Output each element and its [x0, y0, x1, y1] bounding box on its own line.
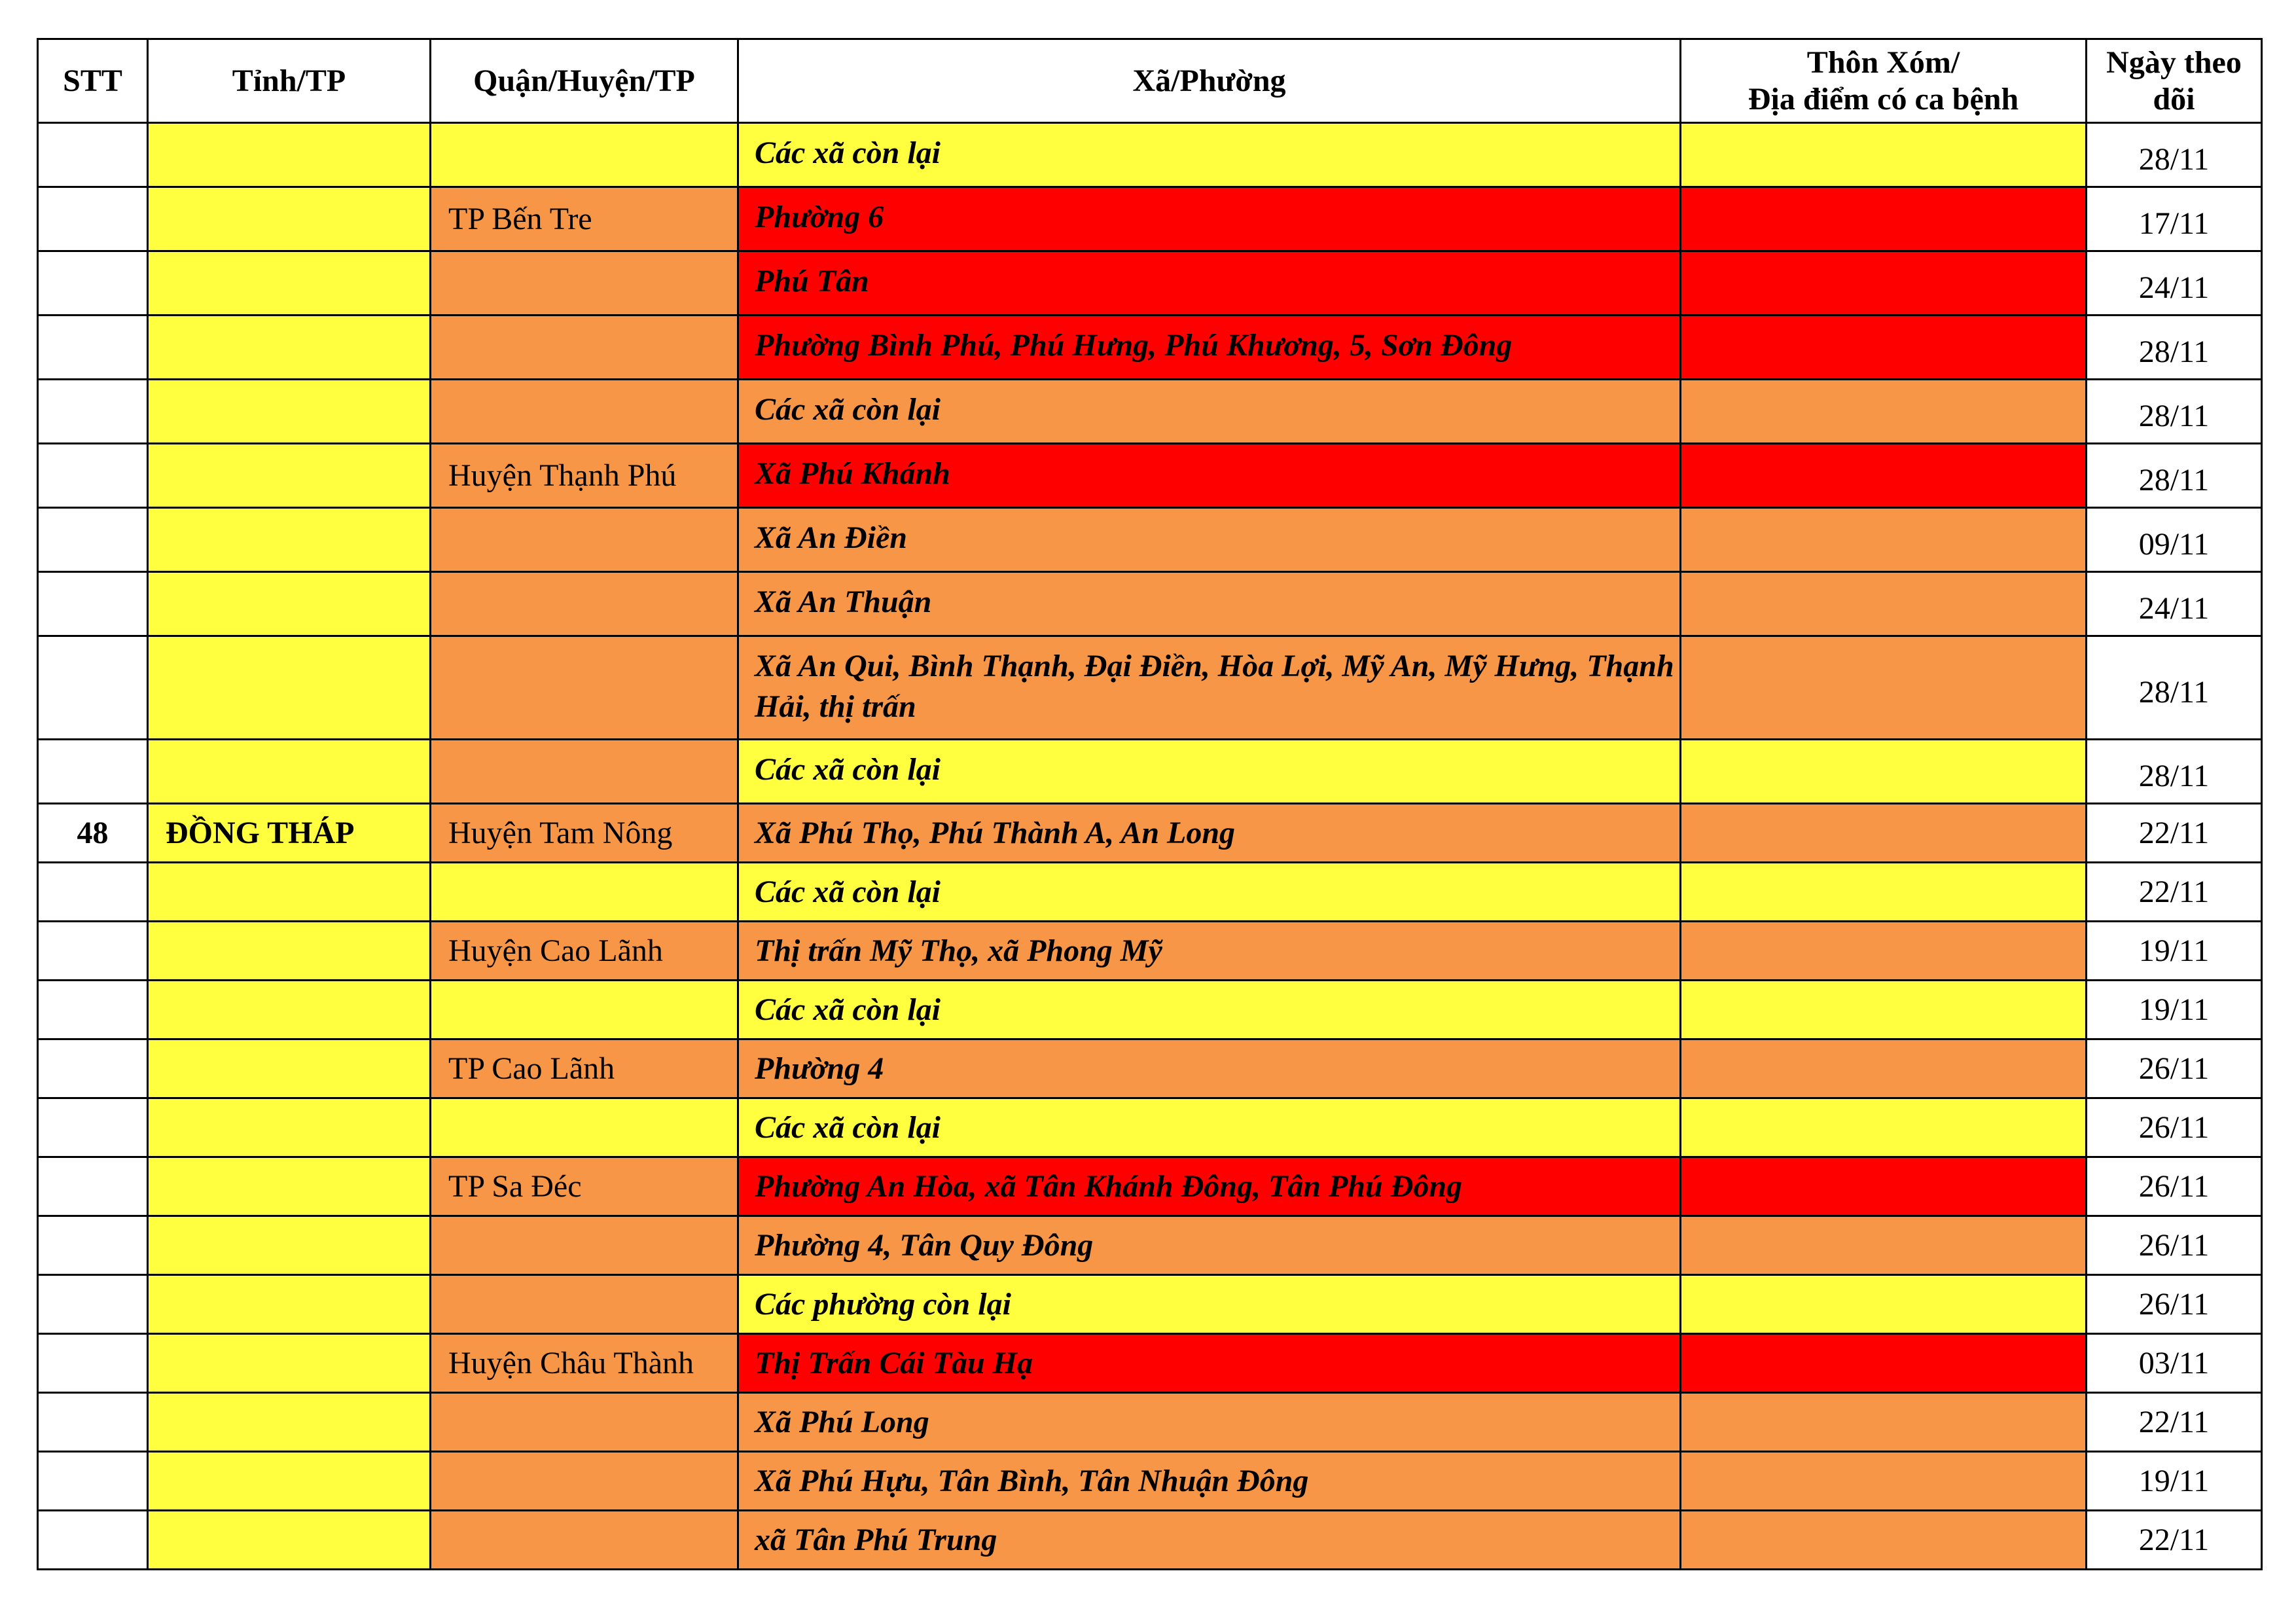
covid-zone-table	[37, 38, 2263, 1570]
cell-date: 17/11	[2087, 187, 2262, 251]
cell-ward: Xã Phú Hựu, Tân Bình, Tân Nhuận Đông	[738, 1452, 1681, 1511]
cell-stt	[38, 380, 148, 444]
table-row	[38, 508, 2262, 572]
header-thon: Thôn Xóm/ Địa điểm có ca bệnh	[1681, 39, 2087, 123]
cell-province	[148, 316, 431, 380]
cell-stt	[38, 187, 148, 251]
table-row	[38, 1216, 2262, 1275]
cell-stt	[38, 508, 148, 572]
cell-province	[148, 1393, 431, 1452]
cell-province	[148, 572, 431, 636]
table-row	[38, 1511, 2262, 1570]
cell-stt	[38, 1216, 148, 1275]
cell-province	[148, 1098, 431, 1157]
table-row	[38, 804, 2262, 863]
cell-hamlet	[1681, 981, 2087, 1039]
cell-ward: Phường 4	[738, 1039, 1681, 1098]
cell-date: 22/11	[2087, 1393, 2262, 1452]
table-row	[38, 636, 2262, 740]
cell-stt	[38, 863, 148, 922]
cell-stt: 48	[38, 804, 148, 863]
cell-province	[148, 187, 431, 251]
cell-district	[431, 1216, 738, 1275]
header-tinh: Tỉnh/TP	[148, 39, 431, 123]
cell-province	[148, 1511, 431, 1570]
cell-province	[148, 1039, 431, 1098]
cell-date: 28/11	[2087, 123, 2262, 187]
cell-province	[148, 1275, 431, 1334]
cell-district	[431, 380, 738, 444]
cell-district	[431, 1511, 738, 1570]
cell-hamlet	[1681, 1334, 2087, 1393]
cell-province	[148, 922, 431, 981]
cell-hamlet	[1681, 1039, 2087, 1098]
cell-date: 19/11	[2087, 1452, 2262, 1511]
cell-district	[431, 572, 738, 636]
cell-date: 24/11	[2087, 572, 2262, 636]
cell-province	[148, 863, 431, 922]
cell-district	[431, 636, 738, 740]
cell-date: 24/11	[2087, 251, 2262, 316]
cell-date: 28/11	[2087, 740, 2262, 804]
cell-stt	[38, 572, 148, 636]
table-row	[38, 1039, 2262, 1098]
cell-ward: Phường 6	[738, 187, 1681, 251]
cell-date: 19/11	[2087, 922, 2262, 981]
cell-district	[431, 863, 738, 922]
cell-district: Huyện Thạnh Phú	[431, 444, 738, 508]
cell-ward: Phường Bình Phú, Phú Hưng, Phú Khương, 5, Sơn Đông	[738, 316, 1681, 380]
cell-ward: Các phường còn lại	[738, 1275, 1681, 1334]
cell-stt	[38, 636, 148, 740]
table-row	[38, 444, 2262, 508]
cell-stt	[38, 1393, 148, 1452]
cell-date: 09/11	[2087, 508, 2262, 572]
cell-ward: Xã Phú Thọ, Phú Thành A, An Long	[738, 804, 1681, 863]
cell-date: 28/11	[2087, 444, 2262, 508]
cell-ward: Phường 4, Tân Quy Đông	[738, 1216, 1681, 1275]
table-row	[38, 316, 2262, 380]
cell-hamlet	[1681, 863, 2087, 922]
cell-ward: Xã An Qui, Bình Thạnh, Đại Điền, Hòa Lợi, Mỹ An, Mỹ Hưng, Thạnh Hải, thị trấn	[738, 636, 1681, 740]
cell-hamlet	[1681, 922, 2087, 981]
cell-hamlet	[1681, 316, 2087, 380]
cell-stt	[38, 740, 148, 804]
cell-ward: xã Tân Phú Trung	[738, 1511, 1681, 1570]
cell-hamlet	[1681, 1393, 2087, 1452]
cell-stt	[38, 1275, 148, 1334]
cell-hamlet	[1681, 1098, 2087, 1157]
cell-stt	[38, 251, 148, 316]
cell-district	[431, 1393, 738, 1452]
cell-district	[431, 1275, 738, 1334]
cell-stt	[38, 981, 148, 1039]
cell-hamlet	[1681, 123, 2087, 187]
cell-province	[148, 1334, 431, 1393]
cell-stt	[38, 1334, 148, 1393]
cell-district	[431, 740, 738, 804]
table-row	[38, 251, 2262, 316]
cell-district	[431, 981, 738, 1039]
cell-hamlet	[1681, 1275, 2087, 1334]
cell-ward: Phường An Hòa, xã Tân Khánh Đông, Tân Phú Đông	[738, 1157, 1681, 1216]
cell-date: 22/11	[2087, 804, 2262, 863]
cell-hamlet	[1681, 187, 2087, 251]
cell-date: 28/11	[2087, 316, 2262, 380]
cell-stt	[38, 1098, 148, 1157]
cell-stt	[38, 1039, 148, 1098]
table-row	[38, 1098, 2262, 1157]
cell-province: ĐỒNG THÁP	[148, 804, 431, 863]
cell-province	[148, 1157, 431, 1216]
cell-province	[148, 444, 431, 508]
cell-date: 22/11	[2087, 863, 2262, 922]
cell-ward: Xã Phú Khánh	[738, 444, 1681, 508]
cell-stt	[38, 1452, 148, 1511]
cell-district	[431, 316, 738, 380]
cell-stt	[38, 1511, 148, 1570]
cell-district: Huyện Tam Nông	[431, 804, 738, 863]
cell-district: TP Cao Lãnh	[431, 1039, 738, 1098]
cell-ward: Các xã còn lại	[738, 863, 1681, 922]
cell-stt	[38, 922, 148, 981]
cell-hamlet	[1681, 804, 2087, 863]
table-row	[38, 1275, 2262, 1334]
cell-hamlet	[1681, 740, 2087, 804]
cell-date: 26/11	[2087, 1039, 2262, 1098]
cell-ward: Xã An Thuận	[738, 572, 1681, 636]
cell-hamlet	[1681, 251, 2087, 316]
cell-province	[148, 123, 431, 187]
cell-province	[148, 251, 431, 316]
table-body	[38, 123, 2262, 1570]
table-row	[38, 1334, 2262, 1393]
cell-hamlet	[1681, 508, 2087, 572]
cell-district	[431, 123, 738, 187]
table-row	[38, 981, 2262, 1039]
cell-province	[148, 380, 431, 444]
cell-hamlet	[1681, 1216, 2087, 1275]
cell-date: 26/11	[2087, 1098, 2262, 1157]
cell-ward: Xã An Điền	[738, 508, 1681, 572]
header-xa: Xã/Phường	[738, 39, 1681, 123]
table-row	[38, 1452, 2262, 1511]
table-row	[38, 187, 2262, 251]
cell-ward: Thị Trấn Cái Tàu Hạ	[738, 1334, 1681, 1393]
cell-district: TP Sa Đéc	[431, 1157, 738, 1216]
cell-stt	[38, 123, 148, 187]
cell-date: 26/11	[2087, 1157, 2262, 1216]
cell-ward: Các xã còn lại	[738, 981, 1681, 1039]
cell-ward: Các xã còn lại	[738, 740, 1681, 804]
cell-district	[431, 1098, 738, 1157]
cell-district	[431, 251, 738, 316]
cell-province	[148, 740, 431, 804]
cell-stt	[38, 444, 148, 508]
cell-date: 19/11	[2087, 981, 2262, 1039]
table-row	[38, 123, 2262, 187]
header-quan: Quận/Huyện/TP	[431, 39, 738, 123]
cell-ward: Xã Phú Long	[738, 1393, 1681, 1452]
cell-date: 22/11	[2087, 1511, 2262, 1570]
cell-district	[431, 1452, 738, 1511]
cell-date: 03/11	[2087, 1334, 2262, 1393]
cell-district: Huyện Châu Thành	[431, 1334, 738, 1393]
cell-province	[148, 1216, 431, 1275]
cell-ward: Các xã còn lại	[738, 123, 1681, 187]
table-row	[38, 863, 2262, 922]
table-row	[38, 922, 2262, 981]
cell-hamlet	[1681, 572, 2087, 636]
table-row	[38, 380, 2262, 444]
cell-ward: Phú Tân	[738, 251, 1681, 316]
cell-district: TP Bến Tre	[431, 187, 738, 251]
cell-province	[148, 508, 431, 572]
cell-district: Huyện Cao Lãnh	[431, 922, 738, 981]
cell-date: 28/11	[2087, 636, 2262, 740]
cell-ward: Các xã còn lại	[738, 380, 1681, 444]
cell-hamlet	[1681, 636, 2087, 740]
header-row	[38, 39, 2262, 123]
header-stt: STT	[38, 39, 148, 123]
cell-date: 28/11	[2087, 380, 2262, 444]
cell-hamlet	[1681, 1511, 2087, 1570]
cell-date: 26/11	[2087, 1275, 2262, 1334]
table-row	[38, 1157, 2262, 1216]
cell-ward: Thị trấn Mỹ Thọ, xã Phong Mỹ	[738, 922, 1681, 981]
cell-stt	[38, 1157, 148, 1216]
cell-hamlet	[1681, 444, 2087, 508]
header-ngay: Ngày theo dõi	[2087, 39, 2262, 123]
table-row	[38, 1393, 2262, 1452]
cell-date: 26/11	[2087, 1216, 2262, 1275]
cell-hamlet	[1681, 380, 2087, 444]
table-row	[38, 572, 2262, 636]
cell-district	[431, 508, 738, 572]
cell-province	[148, 981, 431, 1039]
cell-province	[148, 1452, 431, 1511]
cell-hamlet	[1681, 1452, 2087, 1511]
cell-ward: Các xã còn lại	[738, 1098, 1681, 1157]
cell-province	[148, 636, 431, 740]
cell-stt	[38, 316, 148, 380]
table-row	[38, 740, 2262, 804]
cell-hamlet	[1681, 1157, 2087, 1216]
